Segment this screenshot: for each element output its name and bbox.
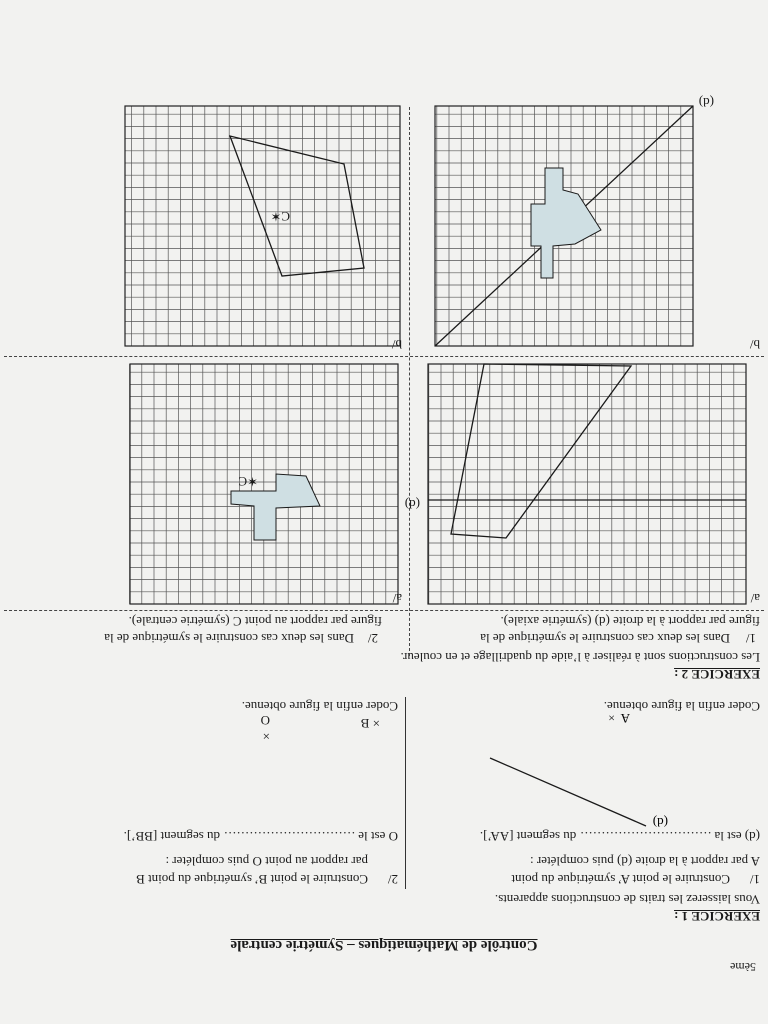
page-title: Contrôle de Mathématiques – Symétrie centrale xyxy=(230,937,538,953)
ex1-q2-fill-start: O est le xyxy=(358,829,398,844)
ex1-q2-fill xyxy=(124,829,398,844)
point-c-a-cross: ✶ xyxy=(247,474,258,489)
row-a-separator xyxy=(4,610,764,611)
row-b-label-left: b/ xyxy=(749,337,760,352)
grid-lines xyxy=(130,364,398,604)
row-b-separator xyxy=(4,356,764,357)
ex1-q2-line2: par rapport au point O puis compléter : xyxy=(165,854,368,869)
grid-axial-b-d-label: (d) xyxy=(698,95,714,110)
point-b xyxy=(361,715,380,731)
point-c-b-label: C xyxy=(281,209,290,224)
exercise1-title: EXERCICE 1 : xyxy=(674,909,760,924)
grid-lines xyxy=(125,106,400,346)
grid-axial-a xyxy=(428,364,746,604)
exercise2-intro: Les constructions sont à réaliser à l’aide du quadrillage et en couleur. xyxy=(400,650,760,665)
exercise2-divider xyxy=(408,107,410,656)
row-a-label-right: a/ xyxy=(392,591,402,606)
line-d xyxy=(490,758,646,826)
point-c-b-cross: ✶ xyxy=(270,209,282,224)
point-o xyxy=(261,712,270,744)
quadrilateral xyxy=(230,136,364,276)
point-b-label: B xyxy=(360,716,370,731)
point-a-label: A xyxy=(620,711,630,726)
ex1-q1-conclude: Coder enfin la figure obtenue. xyxy=(603,699,760,714)
ex1-q2-fill-end: du segment [BB’]. xyxy=(123,829,221,844)
ex1-q1-line1: Construire le point A’ symétrique du point xyxy=(511,872,730,887)
quadrilateral xyxy=(451,364,631,538)
ex1-q2-line1: Construire le point B’ symétrique du point B xyxy=(136,872,368,887)
ex1-q1-figure xyxy=(388,704,768,834)
point-b-cross: × xyxy=(372,716,380,731)
ex1-q1-blank[interactable]: ............................... xyxy=(579,829,712,844)
grid-lines xyxy=(428,364,746,604)
ex2-q1-line2: figure par rapport à la droite (d) (symétrie axiale). xyxy=(500,614,760,629)
grid-axial-a-d-label: (d) xyxy=(404,497,420,512)
ex1-q2-blank[interactable]: ............................... xyxy=(223,829,356,844)
point-o-cross: × xyxy=(262,729,270,744)
shaded-figure xyxy=(531,168,601,278)
ex1-q2-number: 2/ xyxy=(387,872,398,887)
ex2-q2-line1: Dans les deux cas construire le symétrique de la xyxy=(104,631,354,646)
grid-central-b xyxy=(125,106,400,346)
row-a-label-left: a/ xyxy=(750,591,760,606)
exercise2-title: EXERCICE 2 : xyxy=(674,667,760,682)
exercise1-intro: Vous laisserez les traits de constructions apparents. xyxy=(494,892,760,907)
point-c-a-label: C xyxy=(238,474,248,489)
point-c-a xyxy=(238,473,258,489)
ex2-q1-number: 1/ xyxy=(745,631,756,646)
ex2-q2-number: 2/ xyxy=(367,631,378,646)
exercise1-divider xyxy=(405,697,406,889)
point-o-label: O xyxy=(260,713,270,728)
grade-label: 5ème xyxy=(730,960,756,974)
ex2-q2-line2: figure par rapport au point C (symétrie centrale). xyxy=(128,614,382,629)
ex1-q1-number: 1/ xyxy=(749,872,760,887)
line-d-label: (d) xyxy=(652,815,668,830)
ex1-q1-fill-start: (d) est la xyxy=(714,829,760,844)
point-c-b xyxy=(270,208,290,224)
grid-central-a xyxy=(130,364,398,604)
row-b-label-right: b/ xyxy=(391,337,402,352)
grid-axial-b xyxy=(435,106,693,346)
ex1-q2-conclude: Coder enfin la figure obtenue. xyxy=(241,699,398,714)
ex1-q1-line2: A par rapport à la droite (d) puis compléter : xyxy=(530,854,760,869)
ex2-q1-line1: Dans les deux cas construire le symétrique de la xyxy=(480,631,730,646)
point-a-cross: × xyxy=(608,711,615,725)
ex1-q1-fill-end: du segment [AA’]. xyxy=(479,829,577,844)
